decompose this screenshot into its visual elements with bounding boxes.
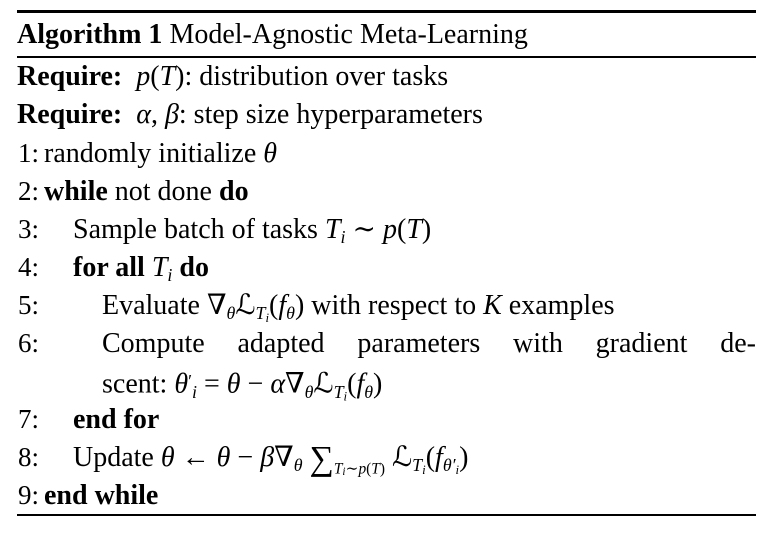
text-segment: end while [44,480,159,511]
text-segment: T [333,460,343,478]
line-number: 2: [17,176,39,206]
text-segment: α [270,368,286,400]
line-number: 3: [17,214,39,244]
text-segment: T [151,252,168,283]
text-segment: T [371,460,380,478]
text-segment: α [136,99,151,130]
text-segment: ( [347,368,357,400]
text-segment: ℒ [313,368,334,400]
text-segment: ℒ [391,442,413,473]
text-segment: ) [379,460,385,478]
algorithm-line [17,286,756,324]
algorithm-line [17,362,756,404]
text-segment: Compute adapted parameters with gradient de- [102,328,756,359]
text-segment: T [406,214,422,245]
text-segment: ∇ [285,368,305,400]
line-number: 5: [17,290,39,320]
text-segment: ∼ [345,214,383,245]
text-segment: Require: [17,99,137,130]
text-segment: θ [226,303,236,324]
algorithm-box [17,10,756,516]
text-segment: not done [107,176,219,207]
text-segment: θ [293,455,303,476]
algorithm-line [17,172,756,210]
text-segment: p [136,61,151,92]
line-content [44,401,159,439]
algorithm-body [17,58,756,514]
text-segment: f [356,368,365,400]
text-segment: p [382,214,397,245]
text-segment: i [167,265,173,286]
line-number: 4: [17,252,39,282]
text-segment: ′ [188,371,192,391]
text-segment: ′ [451,455,456,476]
text-segment: ) [175,61,185,92]
text-segment: do [179,252,209,283]
text-segment: θ [364,381,374,402]
algorithm-line [17,400,756,438]
text-segment: ( [150,61,160,92]
text-segment: ∇ [274,442,294,473]
text-segment: ( [425,442,436,473]
text-segment: ∇ [206,290,227,321]
text-segment: : step size hyperparameters [178,99,483,130]
text-segment: , [150,99,165,130]
text-segment: do [219,176,249,207]
text-segment: β [164,99,179,130]
text-segment: θ [216,442,231,473]
line-number: 1: [17,138,39,168]
text-segment: θ [226,368,241,400]
text-segment: K [483,290,502,321]
text-segment [385,442,392,473]
text-segment: i [422,462,426,477]
text-segment: θ [174,368,189,400]
text-segment: Require: [17,61,137,92]
line-content [17,96,483,134]
text-segment: ℒ [235,290,256,321]
line-content [44,477,158,515]
text-segment: ( [269,290,279,321]
text-segment: while [44,176,108,207]
text-segment: θ [160,442,175,473]
line-number: 8: [17,442,39,472]
text-segment: β [260,442,275,473]
text-segment: Model-Agnostic Meta-Learning [169,18,528,50]
algorithm-caption [17,10,756,58]
text-segment: f [435,442,443,473]
text-segment: for all [73,252,152,283]
text-segment: ∼ [345,460,359,478]
text-segment: ( [366,460,372,478]
text-segment: Algorithm 1 [17,18,170,50]
text-segment: scent: [102,368,175,400]
text-segment: T [333,381,344,402]
text-segment: p [358,460,367,478]
text-segment: − [230,442,261,473]
text-segment: = [196,368,227,400]
line-number: 9: [17,480,39,510]
text-segment: : distribution over tasks [184,61,449,92]
text-segment: ) [373,368,383,400]
text-segment [303,442,310,473]
algorithm-line [17,210,756,248]
text-segment: θ [442,455,452,476]
line-content [17,58,448,96]
algorithm-line [17,438,756,476]
line-content [44,173,249,211]
text-segment: T [412,455,423,476]
text-segment: ) [459,442,469,473]
text-segment: ( [396,214,407,245]
require-line [17,96,756,134]
text-segment: T [159,61,176,92]
text-segment: θ [304,381,314,402]
line-content [44,135,277,173]
text-segment: Update [73,442,161,473]
text-segment: randomly initialize [44,138,264,169]
text-segment: i [340,227,346,248]
algorithm-title [17,19,528,51]
text-segment: θ [286,303,295,324]
text-segment: θ [263,138,278,169]
require-line [17,58,756,96]
text-segment: − [240,368,271,400]
text-segment: ∑ [309,440,334,478]
text-segment: T [255,303,266,324]
text-segment: ← [174,442,217,473]
text-segment: f [278,290,287,321]
text-segment: i [343,389,348,404]
text-segment: i [192,381,197,402]
line-content [44,325,756,363]
text-segment: Evaluate [102,290,207,321]
algorithm-line [17,324,756,362]
text-segment: with respect to [304,290,484,321]
text-segment: Sample batch of tasks [73,214,325,245]
text-segment: i [342,465,346,478]
text-segment: end for [73,404,160,435]
text-segment: ) [294,290,305,321]
line-number: 6: [17,328,39,358]
text-segment: ) [421,214,432,245]
line-number: 7: [17,404,39,434]
text-segment: T [324,214,341,245]
text-segment: examples [501,290,615,321]
text-segment: i [455,462,460,477]
algorithm-line [17,134,756,172]
text-segment: i [265,310,270,325]
